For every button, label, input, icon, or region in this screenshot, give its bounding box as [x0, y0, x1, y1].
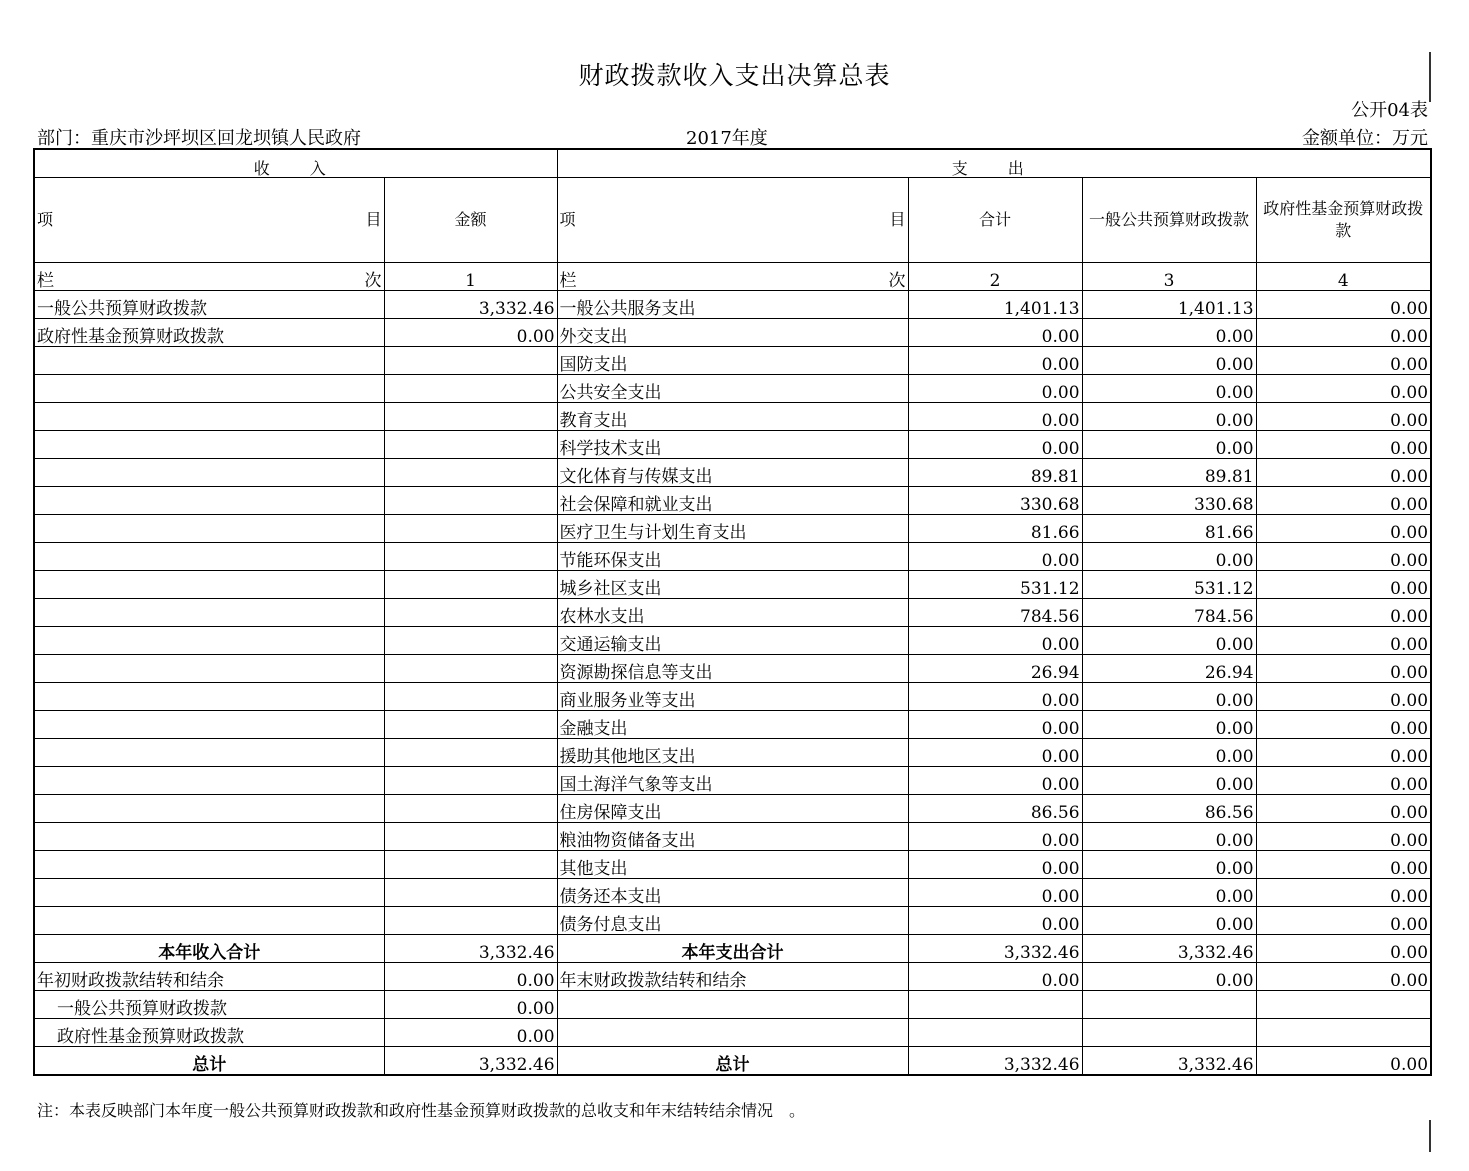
income-item: 政府性基金预算财政拨款 [34, 319, 384, 347]
expense-general-budget: 0.00 [1082, 879, 1256, 907]
expense-gov-fund: 0.00 [1256, 571, 1431, 599]
income-col-index-label [34, 263, 384, 291]
expense-general-budget: 0.00 [1082, 543, 1256, 571]
column-index-row [34, 263, 1431, 291]
amount-header: 金额 [384, 178, 557, 263]
expense-total: 531.12 [908, 571, 1082, 599]
subtotal-row [34, 935, 1431, 963]
income-subtotal-label: 本年收入合计 [34, 935, 384, 963]
income-item [34, 515, 384, 543]
expense-general-budget: 0.00 [1082, 627, 1256, 655]
expense-gov-fund: 0.00 [1256, 515, 1431, 543]
expense-general-budget: 0.00 [1082, 711, 1256, 739]
col-index-right: 次 [364, 271, 382, 291]
expense-total: 0.00 [908, 879, 1082, 907]
expense-subtotal-total: 3,332.46 [908, 935, 1082, 963]
gov-fund-header: 政府性基金预算财政拨款 [1256, 178, 1431, 263]
income-amount [384, 403, 557, 431]
expense-item: 债务还本支出 [557, 879, 908, 907]
expense-item: 教育支出 [557, 403, 908, 431]
expense-total: 0.00 [908, 375, 1082, 403]
expense-general-budget: 0.00 [1082, 907, 1256, 935]
expense-carryover-general: 0.00 [1082, 963, 1256, 991]
margin-rule-top [1429, 52, 1431, 102]
table-row [34, 851, 1431, 879]
col-index-right: 次 [888, 271, 906, 291]
income-amount [384, 431, 557, 459]
table-row [34, 655, 1431, 683]
table-row [34, 403, 1431, 431]
expense-item: 文化体育与传媒支出 [557, 459, 908, 487]
expense-general-budget: 26.94 [1082, 655, 1256, 683]
form-code: 公开04表 [1351, 100, 1428, 121]
income-amount [384, 795, 557, 823]
expense-empty-cell [1082, 1019, 1256, 1047]
income-amount [384, 375, 557, 403]
expense-item: 社会保障和就业支出 [557, 487, 908, 515]
table-row [34, 711, 1431, 739]
expense-empty-cell [908, 991, 1082, 1019]
expense-total: 784.56 [908, 599, 1082, 627]
income-item [34, 683, 384, 711]
expense-empty-cell [1256, 991, 1431, 1019]
income-item [34, 627, 384, 655]
income-item [34, 767, 384, 795]
expense-gov-fund: 0.00 [1256, 319, 1431, 347]
carryover-sub-row [34, 991, 1431, 1019]
expense-general-budget: 0.00 [1082, 431, 1256, 459]
income-item [34, 347, 384, 375]
table-row [34, 879, 1431, 907]
income-carryover-amount: 0.00 [384, 963, 557, 991]
expense-total: 0.00 [908, 347, 1082, 375]
expense-empty-cell [1256, 1019, 1431, 1047]
expense-item: 科学技术支出 [557, 431, 908, 459]
expense-total: 1,401.13 [908, 291, 1082, 319]
income-item [34, 375, 384, 403]
expense-total: 0.00 [908, 823, 1082, 851]
expense-gov-fund: 0.00 [1256, 879, 1431, 907]
col-index-3: 3 [1082, 263, 1256, 291]
income-amount [384, 823, 557, 851]
general-budget-header: 一般公共预算财政拨款 [1082, 178, 1256, 263]
income-amount [384, 459, 557, 487]
expense-general-budget: 81.66 [1082, 515, 1256, 543]
expense-item: 农林水支出 [557, 599, 908, 627]
table-row [34, 571, 1431, 599]
income-amount [384, 711, 557, 739]
expense-carryover-total: 0.00 [908, 963, 1082, 991]
expense-total: 0.00 [908, 431, 1082, 459]
income-amount [384, 571, 557, 599]
income-item [34, 403, 384, 431]
income-amount [384, 879, 557, 907]
table-row [34, 907, 1431, 935]
expense-gov-fund: 0.00 [1256, 599, 1431, 627]
table-row [34, 375, 1431, 403]
expense-item: 住房保障支出 [557, 795, 908, 823]
income-amount [384, 599, 557, 627]
income-amount [384, 655, 557, 683]
table-row [34, 683, 1431, 711]
expense-grand-total-label: 总计 [557, 1047, 908, 1076]
expense-item: 公共安全支出 [557, 375, 908, 403]
expense-total: 0.00 [908, 683, 1082, 711]
expense-total: 26.94 [908, 655, 1082, 683]
expense-empty-cell [557, 991, 908, 1019]
expense-general-budget: 0.00 [1082, 767, 1256, 795]
carryover-row [34, 963, 1431, 991]
item-header-right: 目 [365, 210, 382, 229]
expense-total: 0.00 [908, 851, 1082, 879]
margin-rule-bottom [1429, 1120, 1431, 1152]
expense-col-index-label [557, 263, 908, 291]
table-row [34, 627, 1431, 655]
expense-item: 资源勘探信息等支出 [557, 655, 908, 683]
table-row [34, 543, 1431, 571]
income-item [34, 795, 384, 823]
expense-gov-fund: 0.00 [1256, 431, 1431, 459]
expense-general-budget: 0.00 [1082, 375, 1256, 403]
expense-total: 89.81 [908, 459, 1082, 487]
amount-unit: 金额单位：万元 [1302, 128, 1428, 149]
expense-general-budget: 531.12 [1082, 571, 1256, 599]
page-title: 财政拨款收入支出决算总表 [578, 61, 891, 90]
income-amount [384, 767, 557, 795]
expense-general-budget: 0.00 [1082, 347, 1256, 375]
expense-carryover-label: 年末财政拨款结转和结余 [557, 963, 908, 991]
income-carryover-sub-amount: 0.00 [384, 991, 557, 1019]
table-row [34, 431, 1431, 459]
expense-item-header [557, 178, 908, 263]
income-item [34, 823, 384, 851]
income-item [34, 879, 384, 907]
expense-gov-fund: 0.00 [1256, 823, 1431, 851]
expense-item: 医疗卫生与计划生育支出 [557, 515, 908, 543]
expense-item: 援助其他地区支出 [557, 739, 908, 767]
expense-gov-fund: 0.00 [1256, 795, 1431, 823]
expense-general-budget: 0.00 [1082, 319, 1256, 347]
income-amount [384, 851, 557, 879]
expense-item: 城乡社区支出 [557, 571, 908, 599]
income-amount [384, 907, 557, 935]
expense-total: 86.56 [908, 795, 1082, 823]
department-label: 部门：重庆市沙坪坝区回龙坝镇人民政府 [37, 128, 361, 149]
item-header-left: 项 [37, 210, 54, 229]
expense-general-budget: 784.56 [1082, 599, 1256, 627]
expense-general-budget: 0.00 [1082, 739, 1256, 767]
income-item [34, 487, 384, 515]
expense-subtotal-label: 本年支出合计 [557, 935, 908, 963]
expense-gov-fund: 0.00 [1256, 291, 1431, 319]
expense-general-budget: 89.81 [1082, 459, 1256, 487]
income-amount: 0.00 [384, 319, 557, 347]
expense-general-budget: 1,401.13 [1082, 291, 1256, 319]
income-item [34, 851, 384, 879]
expense-section-header: 支 出 [557, 149, 1431, 178]
income-amount [384, 683, 557, 711]
section-header-row [34, 149, 1431, 178]
col-index-2: 2 [908, 263, 1082, 291]
expense-empty-cell [1082, 991, 1256, 1019]
expense-item: 商业服务业等支出 [557, 683, 908, 711]
expense-gov-fund: 0.00 [1256, 375, 1431, 403]
expense-item: 金融支出 [557, 711, 908, 739]
income-amount [384, 487, 557, 515]
expense-empty-cell [908, 1019, 1082, 1047]
expense-subtotal-general: 3,332.46 [1082, 935, 1256, 963]
table-row [34, 823, 1431, 851]
expense-carryover-fund: 0.00 [1256, 963, 1431, 991]
income-carryover-sub-label: 政府性基金预算财政拨款 [34, 1019, 384, 1047]
expense-grand-total-general: 3,332.46 [1082, 1047, 1256, 1076]
item-header-right: 目 [889, 210, 906, 229]
expense-grand-total-fund: 0.00 [1256, 1047, 1431, 1076]
table-row [34, 291, 1431, 319]
carryover-sub-row [34, 1019, 1431, 1047]
income-grand-total-label: 总计 [34, 1047, 384, 1076]
income-grand-total-amount: 3,332.46 [384, 1047, 557, 1076]
expense-item: 其他支出 [557, 851, 908, 879]
expense-gov-fund: 0.00 [1256, 683, 1431, 711]
expense-item: 粮油物资储备支出 [557, 823, 908, 851]
expense-subtotal-fund: 0.00 [1256, 935, 1431, 963]
income-item-header [34, 178, 384, 263]
expense-total: 0.00 [908, 627, 1082, 655]
expense-grand-total: 3,332.46 [908, 1047, 1082, 1076]
expense-total: 0.00 [908, 767, 1082, 795]
expense-item: 债务付息支出 [557, 907, 908, 935]
expense-gov-fund: 0.00 [1256, 459, 1431, 487]
table-row [34, 459, 1431, 487]
income-item: 一般公共预算财政拨款 [34, 291, 384, 319]
item-header-left: 项 [559, 210, 576, 229]
table-row [34, 795, 1431, 823]
expense-total: 330.68 [908, 487, 1082, 515]
expense-gov-fund: 0.00 [1256, 347, 1431, 375]
income-subtotal-amount: 3,332.46 [384, 935, 557, 963]
expense-general-budget: 0.00 [1082, 851, 1256, 879]
expense-total: 0.00 [908, 711, 1082, 739]
expense-general-budget: 330.68 [1082, 487, 1256, 515]
expense-gov-fund: 0.00 [1256, 711, 1431, 739]
footnote: 注：本表反映部门本年度一般公共预算财政拨款和政府性基金预算财政拨款的总收支和年末结转结余情况 。 [37, 1101, 806, 1120]
expense-total: 0.00 [908, 319, 1082, 347]
income-carryover-sub-amount: 0.00 [384, 1019, 557, 1047]
income-amount [384, 515, 557, 543]
expense-total: 81.66 [908, 515, 1082, 543]
expense-item: 国土海洋气象等支出 [557, 767, 908, 795]
income-carryover-label: 年初财政拨款结转和结余 [34, 963, 384, 991]
expense-general-budget: 86.56 [1082, 795, 1256, 823]
budget-summary-table [33, 148, 1432, 1076]
col-index-left: 栏 [37, 271, 54, 291]
table-row [34, 487, 1431, 515]
expense-item: 外交支出 [557, 319, 908, 347]
column-header-row [34, 178, 1431, 263]
income-item [34, 459, 384, 487]
income-item [34, 655, 384, 683]
expense-gov-fund: 0.00 [1256, 907, 1431, 935]
expense-item: 节能环保支出 [557, 543, 908, 571]
income-item [34, 907, 384, 935]
grand-total-row [34, 1047, 1431, 1076]
expense-gov-fund: 0.00 [1256, 851, 1431, 879]
expense-gov-fund: 0.00 [1256, 543, 1431, 571]
expense-gov-fund: 0.00 [1256, 739, 1431, 767]
income-amount [384, 627, 557, 655]
income-amount [384, 347, 557, 375]
table-row [34, 767, 1431, 795]
col-index-4: 4 [1256, 263, 1431, 291]
income-carryover-sub-label: 一般公共预算财政拨款 [34, 991, 384, 1019]
income-item [34, 571, 384, 599]
expense-item: 国防支出 [557, 347, 908, 375]
expense-total: 0.00 [908, 907, 1082, 935]
income-item [34, 739, 384, 767]
table-row [34, 739, 1431, 767]
expense-gov-fund: 0.00 [1256, 403, 1431, 431]
fiscal-year: 2017年度 [686, 128, 768, 149]
expense-total: 0.00 [908, 543, 1082, 571]
table-row [34, 347, 1431, 375]
col-index-1: 1 [384, 263, 557, 291]
expense-empty-cell [557, 1019, 908, 1047]
income-amount [384, 739, 557, 767]
expense-general-budget: 0.00 [1082, 823, 1256, 851]
expense-gov-fund: 0.00 [1256, 487, 1431, 515]
income-amount [384, 543, 557, 571]
expense-total: 0.00 [908, 403, 1082, 431]
table-row [34, 319, 1431, 347]
expense-total: 0.00 [908, 739, 1082, 767]
income-item [34, 543, 384, 571]
income-section-header: 收 入 [34, 149, 557, 178]
col-index-left: 栏 [559, 271, 577, 291]
expense-gov-fund: 0.00 [1256, 767, 1431, 795]
income-item [34, 599, 384, 627]
income-item [34, 711, 384, 739]
table-row [34, 599, 1431, 627]
table-row [34, 515, 1431, 543]
expense-item: 交通运输支出 [557, 627, 908, 655]
expense-general-budget: 0.00 [1082, 403, 1256, 431]
income-item [34, 431, 384, 459]
total-header: 合计 [908, 178, 1082, 263]
expense-general-budget: 0.00 [1082, 683, 1256, 711]
expense-gov-fund: 0.00 [1256, 627, 1431, 655]
expense-item: 一般公共服务支出 [557, 291, 908, 319]
income-amount: 3,332.46 [384, 291, 557, 319]
expense-gov-fund: 0.00 [1256, 655, 1431, 683]
